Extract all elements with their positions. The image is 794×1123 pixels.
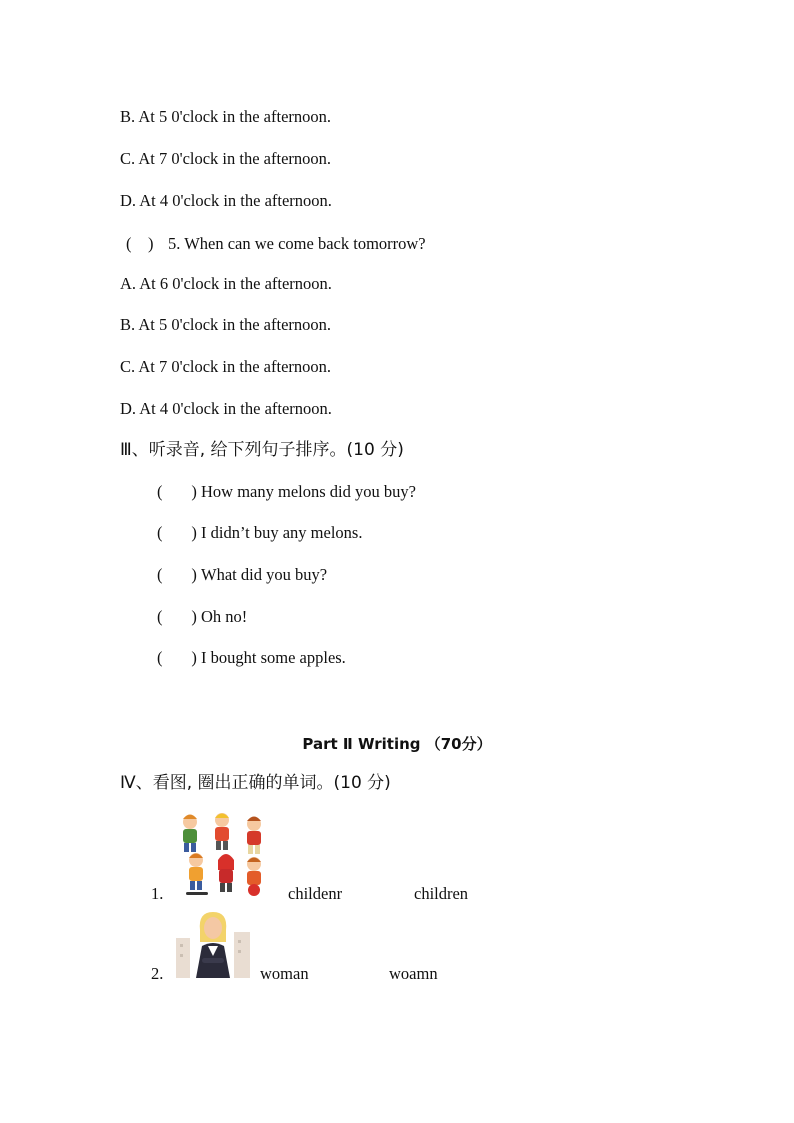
child-figure (186, 853, 208, 895)
q5-option-d: D. At 4 0'clock in the afternoon. (120, 399, 332, 418)
child-figure (218, 854, 234, 892)
order-item (157, 523, 362, 543)
order-sentence: Oh no! (201, 607, 248, 626)
order-item (157, 648, 346, 668)
child-figure (215, 813, 229, 850)
woman-illustration (174, 910, 254, 982)
q5-option-b: B. At 5 0'clock in the afternoon. (120, 315, 332, 334)
word-option-a[interactable]: childenr (288, 884, 343, 903)
q5-question-line (126, 234, 426, 254)
item-number: 1. (151, 884, 164, 903)
part2-title: Part Ⅱ Writing （70分） (302, 735, 492, 753)
order-item (157, 565, 327, 585)
q5-question: 5. When can we come back tomorrow? (168, 234, 426, 253)
order-item (157, 482, 416, 502)
word-option-b[interactable]: children (414, 884, 469, 903)
q5-option-a: A. At 6 0'clock in the afternoon. (120, 274, 332, 293)
q4-option-b: B. At 5 0'clock in the afternoon. (120, 107, 332, 126)
word-option-b[interactable]: woamn (389, 964, 438, 983)
order-sentence: What did you buy? (201, 565, 328, 584)
answer-paren[interactable]: ( ) (157, 648, 197, 667)
order-sentence: I bought some apples. (201, 648, 346, 667)
q4-option-c: C. At 7 0'clock in the afternoon. (120, 149, 332, 168)
child-figure (183, 815, 197, 853)
answer-paren[interactable]: ( ) (157, 523, 197, 542)
q5-option-c: C. At 7 0'clock in the afternoon. (120, 357, 332, 376)
order-item (157, 607, 247, 627)
q4-option-d: D. At 4 0'clock in the afternoon. (120, 191, 332, 210)
word-option-a[interactable]: woman (260, 964, 309, 983)
section3-heading: Ⅲ、听录音, 给下列句子排序。(10 分) (120, 440, 404, 460)
child-figure (247, 857, 261, 896)
answer-paren[interactable]: ( ) (157, 565, 197, 584)
order-sentence: I didn’t buy any melons. (201, 523, 363, 542)
child-figure (247, 817, 261, 855)
answer-paren[interactable]: ( ) (157, 482, 197, 501)
answer-paren[interactable]: ( ) (157, 607, 197, 626)
order-sentence: How many melons did you buy? (201, 482, 416, 501)
children-illustration (174, 808, 270, 900)
section4-heading: Ⅳ、看图, 圈出正确的单词。(10 分) (120, 773, 391, 793)
item-number: 2. (151, 964, 164, 983)
answer-paren[interactable]: ( ) (126, 234, 154, 253)
